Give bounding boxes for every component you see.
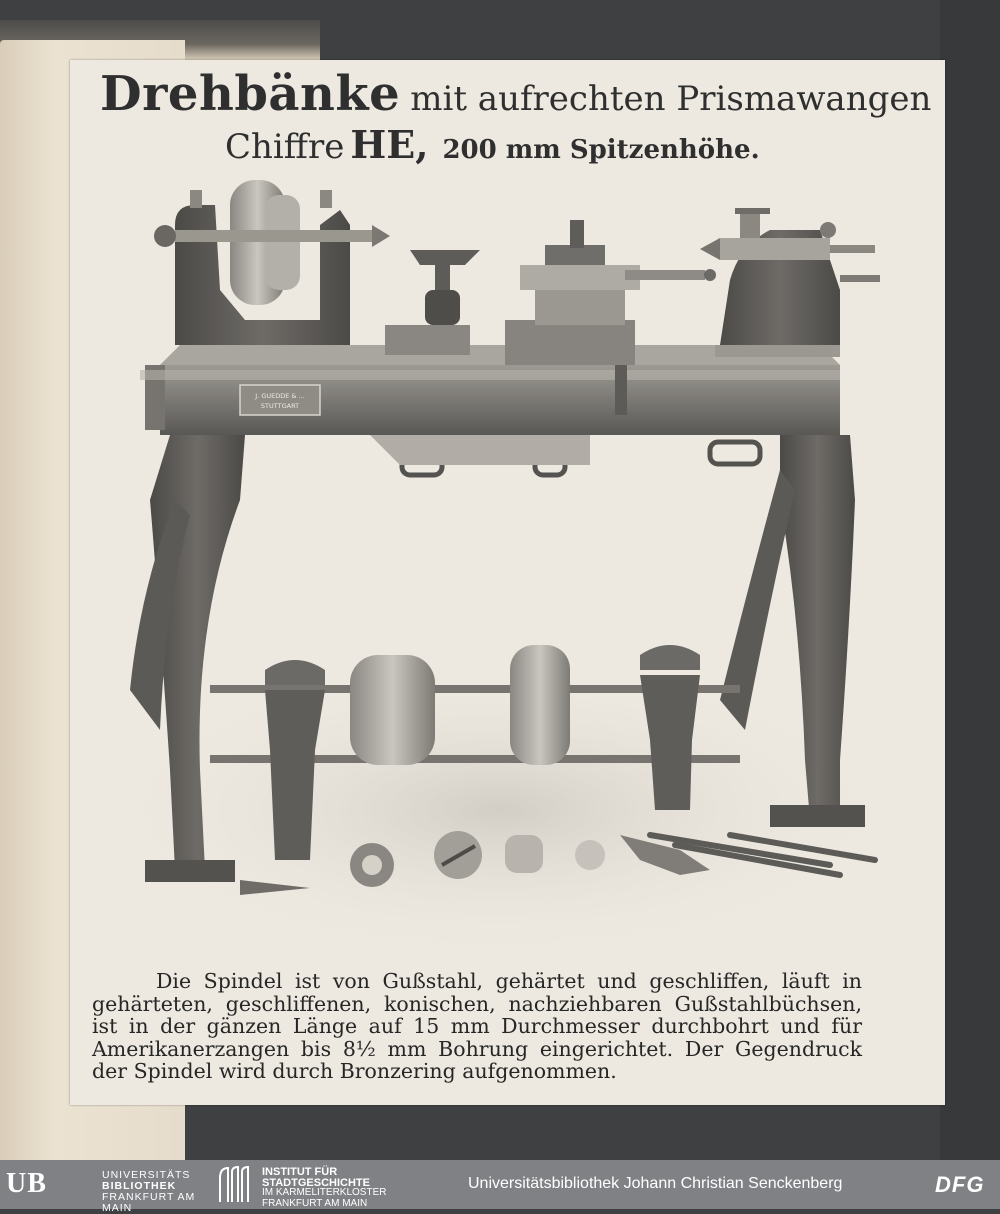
- ub-logo-text: [102, 1170, 206, 1214]
- carriage-lever: [615, 365, 627, 415]
- footer-bar: [0, 1160, 1000, 1214]
- description-paragraph: [92, 970, 862, 1083]
- headstock-center-point: [372, 225, 390, 247]
- inst-line-4: FRANKFURT AM MAIN: [262, 1197, 368, 1209]
- inst-line-1: INSTITUT FÜR: [262, 1166, 338, 1178]
- spec-text: 200 mm Spitzenhöhe.: [442, 135, 760, 165]
- sleeve: [575, 840, 605, 870]
- tailstock: [700, 208, 880, 357]
- headstock: [154, 180, 390, 345]
- chiffre-label: Chiffre: [225, 127, 345, 167]
- tailstock-center-point: [700, 238, 720, 260]
- ub-logo[interactable]: [6, 1168, 206, 1214]
- collet: [505, 835, 543, 873]
- ub-line-2: BIBLIOTHEK: [102, 1180, 177, 1192]
- title-rest: mit aufrechten Prismawangen: [410, 79, 932, 119]
- ub-line-1: UNIVERSITÄTS: [102, 1169, 191, 1181]
- slide-rest-handle: [704, 269, 716, 281]
- lathe-illustration: [80, 170, 910, 950]
- library-name[interactable]: Universitätsbibliothek Johann Christian Senckenberg: [468, 1175, 843, 1192]
- tailstock-handle: [820, 222, 836, 238]
- inst-line-2: STADTGESCHICHTE: [262, 1176, 370, 1189]
- institute-logo-text: [262, 1167, 386, 1209]
- page-subtitle: [225, 122, 845, 167]
- dfg-logo[interactable]: DFG: [935, 1172, 985, 1197]
- handwheel: [154, 225, 176, 247]
- paragraph-line: der Spindel wird durch Bronzering aufgenommen.: [92, 1059, 617, 1083]
- paragraph-line: gehärteten, geschliffenen, konischen, nachziehbaren Gußstahlbüchsen,: [92, 991, 862, 1016]
- lathe-bed: [140, 345, 840, 435]
- institute-logo-icon: [216, 1166, 256, 1204]
- background-right: [940, 0, 1000, 1160]
- paragraph-line: Amerikanerzangen bis 8½ mm Bohrung eingerichtet. Der Gegendruck: [92, 1036, 862, 1061]
- tool-rest: [385, 250, 480, 355]
- maker-plate-text: J. GUEDDE & ...: [255, 392, 305, 400]
- title-main-word: Drehbänke: [100, 66, 401, 122]
- ub-line-3: FRANKFURT AM MAIN: [102, 1191, 196, 1214]
- institute-logo[interactable]: [216, 1166, 406, 1209]
- paragraph-line: ist in der gänzen Länge auf 15 mm Durchmesser durchbohrt und für: [92, 1014, 862, 1038]
- ub-logo-mark: UB: [6, 1168, 47, 1199]
- page-title: [100, 66, 932, 122]
- maker-plate: [240, 385, 320, 415]
- countershaft-pulley-right: [510, 645, 570, 765]
- chiffre-code: HE,: [350, 122, 429, 167]
- paragraph-line: Die Spindel ist von Gußstahl, gehärtet und geschliffen, läuft in: [156, 969, 862, 993]
- maker-plate-subtext: STUTTGART: [260, 402, 300, 410]
- countershaft-pulley-left: [350, 655, 435, 765]
- inst-line-3: IM KARMELITERKLOSTER: [262, 1187, 387, 1198]
